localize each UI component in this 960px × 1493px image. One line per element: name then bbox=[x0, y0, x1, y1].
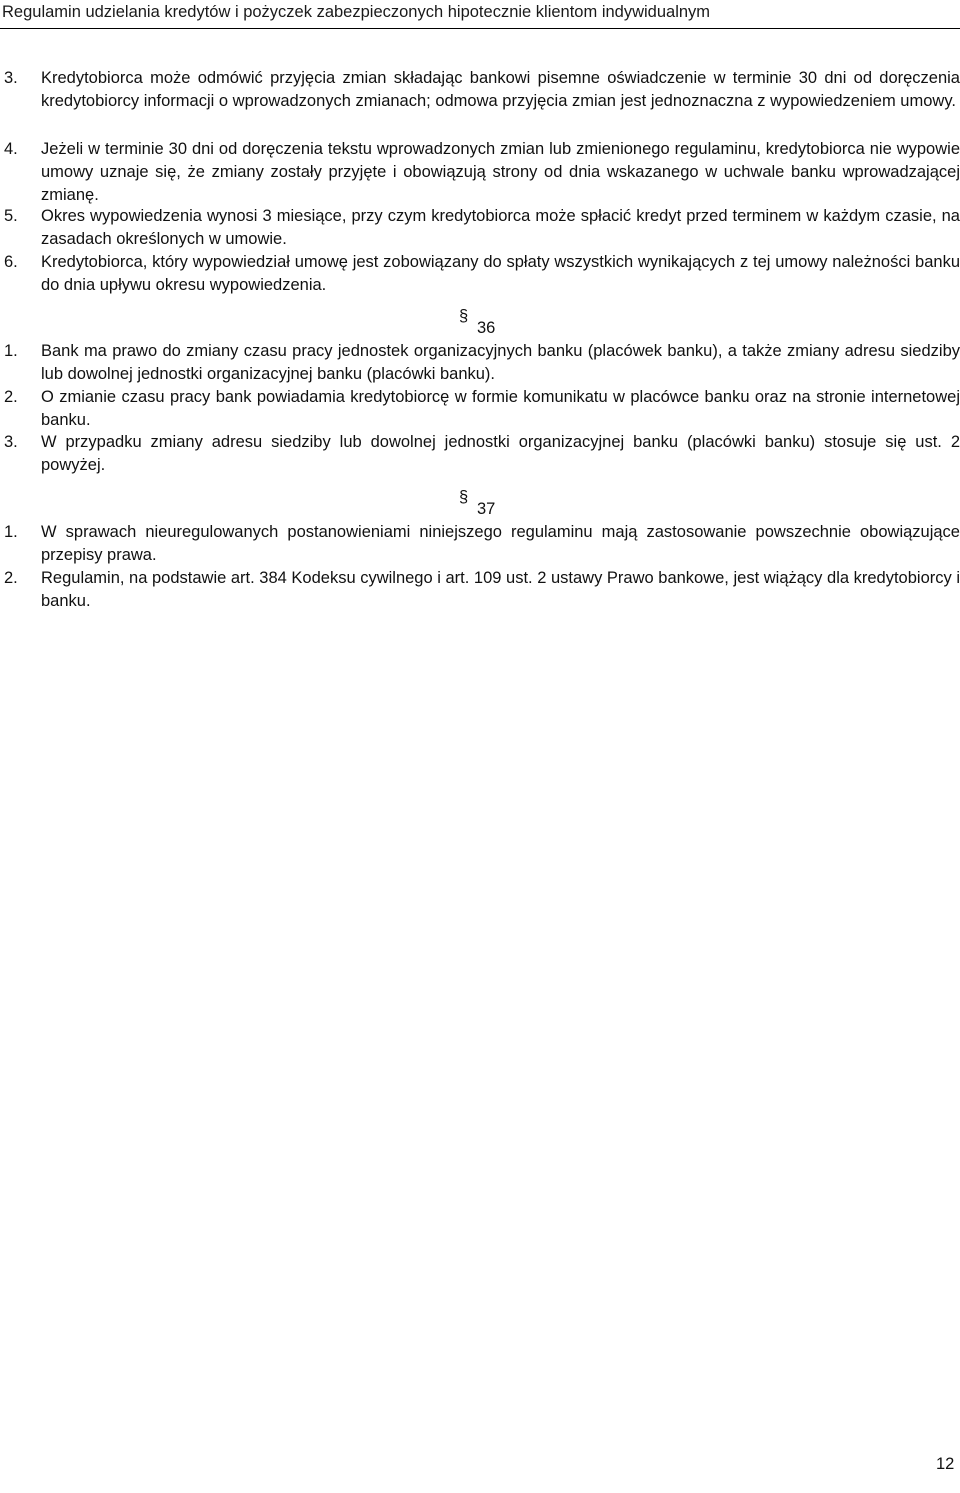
list-item bbox=[0, 251, 960, 297]
item-number: 6. bbox=[4, 253, 18, 271]
document-title: Regulamin udzielania kredytów i pożyczek zabezpieczonych hipotecznie klientom indywidualnym bbox=[2, 3, 711, 21]
item-text: W przypadku zmiany adresu siedziby lub dowolnej jednostki organizacyjnej banku (placówki banku) stosuje się ust. 2 powyżej. bbox=[41, 433, 960, 474]
item-number: 2. bbox=[4, 569, 18, 587]
item-number: 1. bbox=[4, 342, 18, 360]
item-number: 4. bbox=[4, 140, 18, 158]
section-number: 36 bbox=[477, 319, 496, 337]
paragraph-symbol: § bbox=[459, 488, 469, 506]
header-divider bbox=[0, 28, 960, 29]
list-item bbox=[0, 567, 960, 613]
item-number: 2. bbox=[4, 388, 18, 406]
item-text: Okres wypowiedzenia wynosi 3 miesiące, przy czym kredytobiorca może spłacić kredyt przed terminem w każdym czasie, na zasadach określonych w umowie. bbox=[41, 207, 960, 248]
item-text: Kredytobiorca, który wypowiedział umowę jest zobowiązany do spłaty wszystkich wynikających z tej umowy należności banku do dnia upływu okresu wypowiedzenia. bbox=[41, 253, 960, 294]
page-number: 12 bbox=[936, 1455, 955, 1473]
item-number: 1. bbox=[4, 523, 18, 541]
item-text: W sprawach nieuregulowanych postanowieniami niniejszego regulaminu mają zastosowanie powszechnie obowiązujące przepisy prawa. bbox=[41, 523, 960, 564]
list-item bbox=[0, 340, 960, 386]
list-item bbox=[0, 521, 960, 567]
list-item bbox=[0, 205, 960, 251]
item-text: Kredytobiorca może odmówić przyjęcia zmian składając bankowi pisemne oświadczenie w terminie 30 dni od doręczenia kredytobiorcy informacji o wprowadzonych zmianach; odmowa przyjęcia zmian jest jednoznaczna z wypowiedzeniem umowy. bbox=[41, 69, 960, 110]
list-item bbox=[0, 431, 960, 477]
section-number: 37 bbox=[477, 500, 496, 518]
page-header bbox=[0, 0, 960, 32]
list-item bbox=[0, 67, 960, 113]
list-item bbox=[0, 386, 960, 432]
item-text: O zmianie czasu pracy bank powiadamia kredytobiorcę w formie komunikatu w placówce banku oraz na stronie internetowej banku. bbox=[41, 388, 960, 429]
item-text: Regulamin, na podstawie art. 384 Kodeksu cywilnego i art. 109 ust. 2 ustawy Prawo bankowe, jest wiążący dla kredytobiorcy i banku. bbox=[41, 569, 960, 610]
list-item bbox=[0, 138, 960, 207]
item-text: Jeżeli w terminie 30 dni od doręczenia tekstu wprowadzonych zmian lub zmienionego regulaminu, kredytobiorca nie wypowie umowy uznaje się, że zmiany zostały przyjęte i obowiązują strony od dnia wskazanego w uchwale banku wprowadzającej zmianę. bbox=[41, 140, 960, 204]
item-number: 3. bbox=[4, 69, 18, 87]
item-number: 5. bbox=[4, 207, 18, 225]
paragraph-symbol: § bbox=[459, 307, 469, 325]
item-number: 3. bbox=[4, 433, 18, 451]
item-text: Bank ma prawo do zmiany czasu pracy jednostek organizacyjnych banku (placówek banku), a także zmiany adresu siedziby lub dowolnej jednostki organizacyjnej banku (placówki banku). bbox=[41, 342, 960, 383]
